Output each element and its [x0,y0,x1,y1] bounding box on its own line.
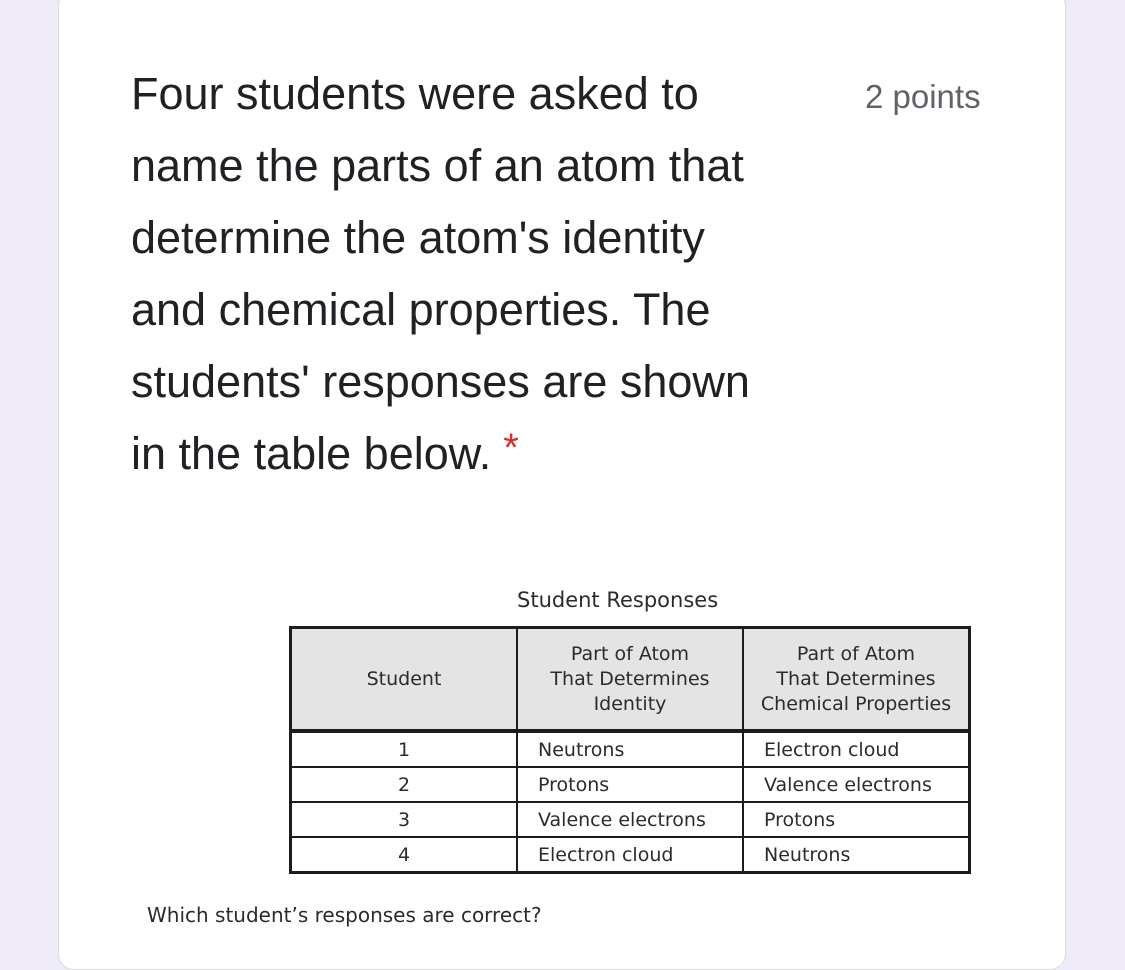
header-identity [517,628,743,732]
question-title-line: and chemical properties. The [131,284,711,335]
question-image [145,580,1005,940]
header-student [291,628,518,732]
question-title-line [131,418,831,490]
header-line: Student [366,667,442,690]
cell-identity: Protons [517,767,743,802]
question-title-line: Four students were asked to [131,68,699,119]
required-asterisk: * [503,426,519,470]
cell-chemical: Electron cloud [743,731,970,767]
question-title-line: students' responses are shown [131,356,750,407]
header-line: That Determines [550,667,710,690]
header-chemical-properties [743,628,970,732]
cell-student: 3 [291,802,518,837]
header-line: Part of Atom [796,642,916,665]
question-title-line: determine the atom's identity [131,212,705,263]
header-line: Part of Atom [570,642,690,665]
cell-chemical: Protons [743,802,970,837]
cell-student: 2 [291,767,518,802]
question-prompt: Which student’s responses are correct? [147,903,542,927]
cell-student: 4 [291,837,518,873]
table-row [291,837,970,873]
header-line: Chemical Properties [760,692,952,715]
header-line: That Determines [776,667,936,690]
cell-chemical: Neutrons [743,837,970,873]
cell-chemical: Valence electrons [743,767,970,802]
table-row [291,731,970,767]
table-row [291,802,970,837]
table-caption: Student Responses [517,588,719,612]
header-line: Identity [593,692,667,715]
question-title-line: name the parts of an atom that [131,140,744,191]
table-row [291,767,970,802]
student-responses-table [289,626,971,874]
cell-identity: Valence electrons [517,802,743,837]
cell-identity: Electron cloud [517,837,743,873]
question-title-last-text: in the table below. [131,428,492,479]
table-header-row [291,628,970,732]
cell-identity: Neutrons [517,731,743,767]
points-label: 2 points [865,78,981,115]
cell-student: 1 [291,731,518,767]
question-title [131,58,831,490]
